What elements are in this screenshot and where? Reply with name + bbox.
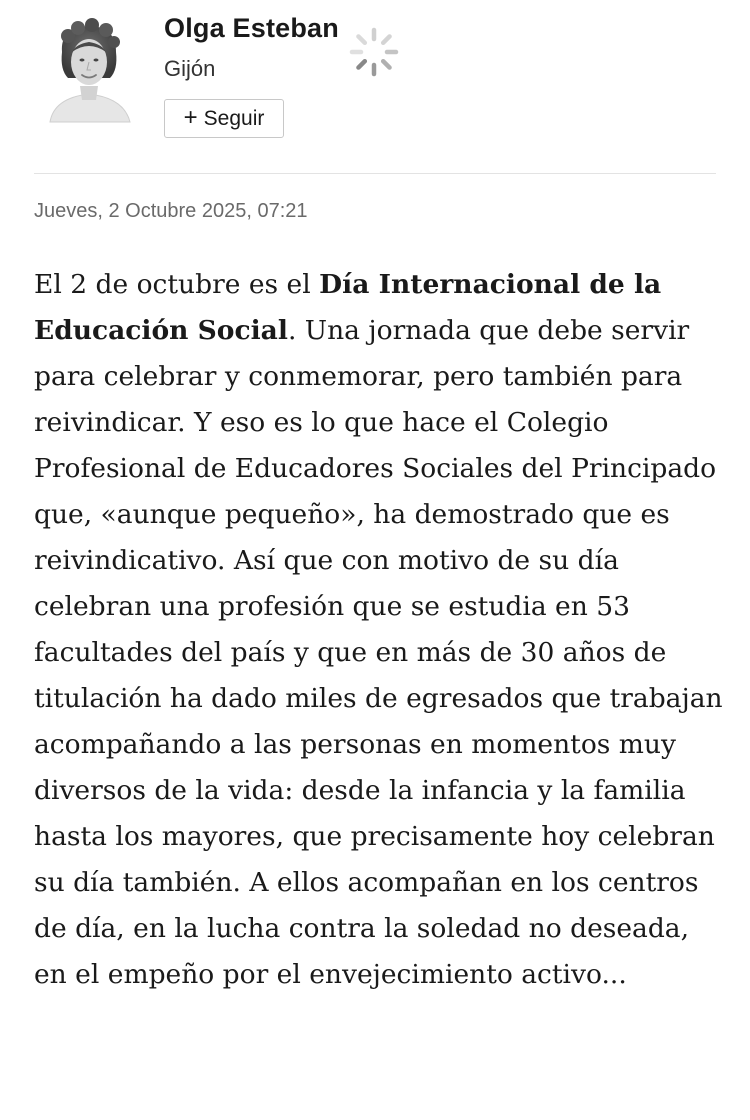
- author-header: [0, 0, 750, 175]
- article-body: [34, 262, 724, 998]
- follow-label: Seguir: [203, 106, 265, 130]
- follow-button[interactable]: [164, 99, 284, 138]
- plus-icon: +: [183, 103, 198, 131]
- author-avatar[interactable]: [44, 14, 134, 124]
- author-city: Gijón: [164, 56, 216, 81]
- spinner-icon: [348, 26, 400, 78]
- publish-timestamp: Jueves, 2 Octubre 2025, 07:21: [34, 200, 308, 222]
- author-name[interactable]: Olga Esteban: [164, 13, 339, 43]
- article-text: . Una jornada que debe servir para celebrar y conmemorar, pero también para reivindicar. Y eso es lo que hace el Colegio Profesional de Educadores Sociales del Principado que, «aunque pequeño», ha demostrado que es reivindicativo. Así que con motivo de su día celebran una profesión que se estudia en 53 facultades del país y que en más de 30 años de titulación ha dado miles de egresados que trabajan acompañando a las personas en momentos muy diversos de la vida: desde la infancia y la familia hasta los mayores, que precisamente hoy celebran su día también. A ellos acompañan en los centros de día, en la lucha contra la soledad no deseada, en el empeño por el envejecimiento activo...: [34, 315, 723, 990]
- article-intro: El 2 de octubre es el: [34, 269, 320, 300]
- header-divider: [34, 173, 716, 174]
- article-highlight: Día Internacional de la Educación Social: [34, 269, 662, 346]
